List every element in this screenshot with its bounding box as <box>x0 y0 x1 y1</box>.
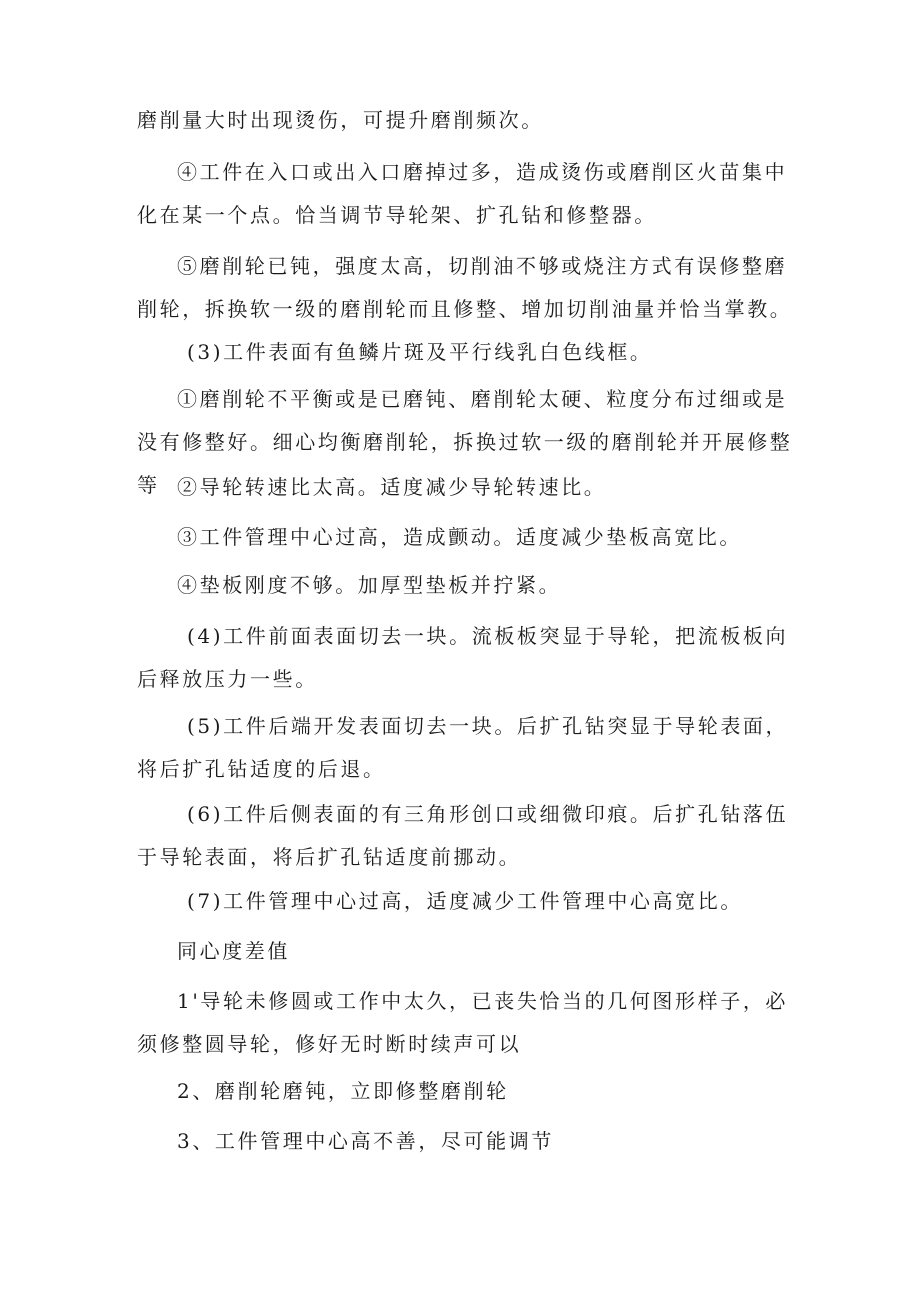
paragraph-section-7: (7)工件管理中心过高，适度减少工件管理中心高宽比。 <box>187 889 743 913</box>
paragraph-concentricity-3: 3、工件管理中心高不善，尽可能调节 <box>177 1129 554 1153</box>
paragraph-item-4-plate-stiffness: ④垫板刚度不够。加厚型垫板并拧紧。 <box>177 573 562 597</box>
paragraph-section-6: (6)工件后侧表面的有三角形创口或细微印痕。后扩孔钻落伍于导轮表面，将后扩孔钻适度前挪动。 <box>137 802 789 869</box>
paragraph-item-4-entry-exit: ④工件在入口或出入口磨掉过多，造成烫伤或磨削区火苗集中化在某一个点。恰当调节导轮架、扩孔钻和修整器。 <box>137 160 788 227</box>
paragraph-section-5: (5)工件后端开发表面切去一块。后扩孔钻突显于导轮表面，将后扩孔钻适度的后退。 <box>137 714 789 781</box>
paragraph-item-5-dull-wheel: ⑤磨削轮已钝，强度太高，切削油不够或烧注方式有误修整磨削轮，拆换软一级的磨削轮而且修整、增加切削油量并恰当掌教。 <box>137 254 793 321</box>
paragraph-concentricity-1: 1'导轮未修圆或工作中太久，已丧失恰当的几何图形样子，必须修整圆导轮，修好无时断时续声可以 <box>137 989 789 1056</box>
paragraph-concentricity-heading: 同心度差值 <box>177 939 290 963</box>
paragraph-burn-frequency: 磨削量大时出现烫伤，可提升磨削频次。 <box>137 108 544 132</box>
paragraph-item-1-unbalanced: ①磨削轮不平衡或是已磨钝、磨削轮太硬、粒度分布过细或是没有修整好。细心均衡磨削轮，拆换过软一级的磨削轮并开展修整等 <box>137 387 793 497</box>
paragraph-item-3-center-high: ③工件管理中心过高，造成颤动。适度减少垫板高宽比。 <box>177 525 742 549</box>
paragraph-section-3: (3)工件表面有鱼鳞片斑及平行线乳白色线框。 <box>187 340 653 364</box>
paragraph-concentricity-2: 2、磨削轮磨钝，立即修整磨削轮 <box>177 1079 509 1103</box>
paragraph-section-4: (4)工件前面表面切去一块。流板板突显于导轮，把流板板向后释放压力一些。 <box>137 624 789 691</box>
paragraph-item-2-speed-ratio: ②导轮转速比太高。适度减少导轮转速比。 <box>177 475 607 499</box>
